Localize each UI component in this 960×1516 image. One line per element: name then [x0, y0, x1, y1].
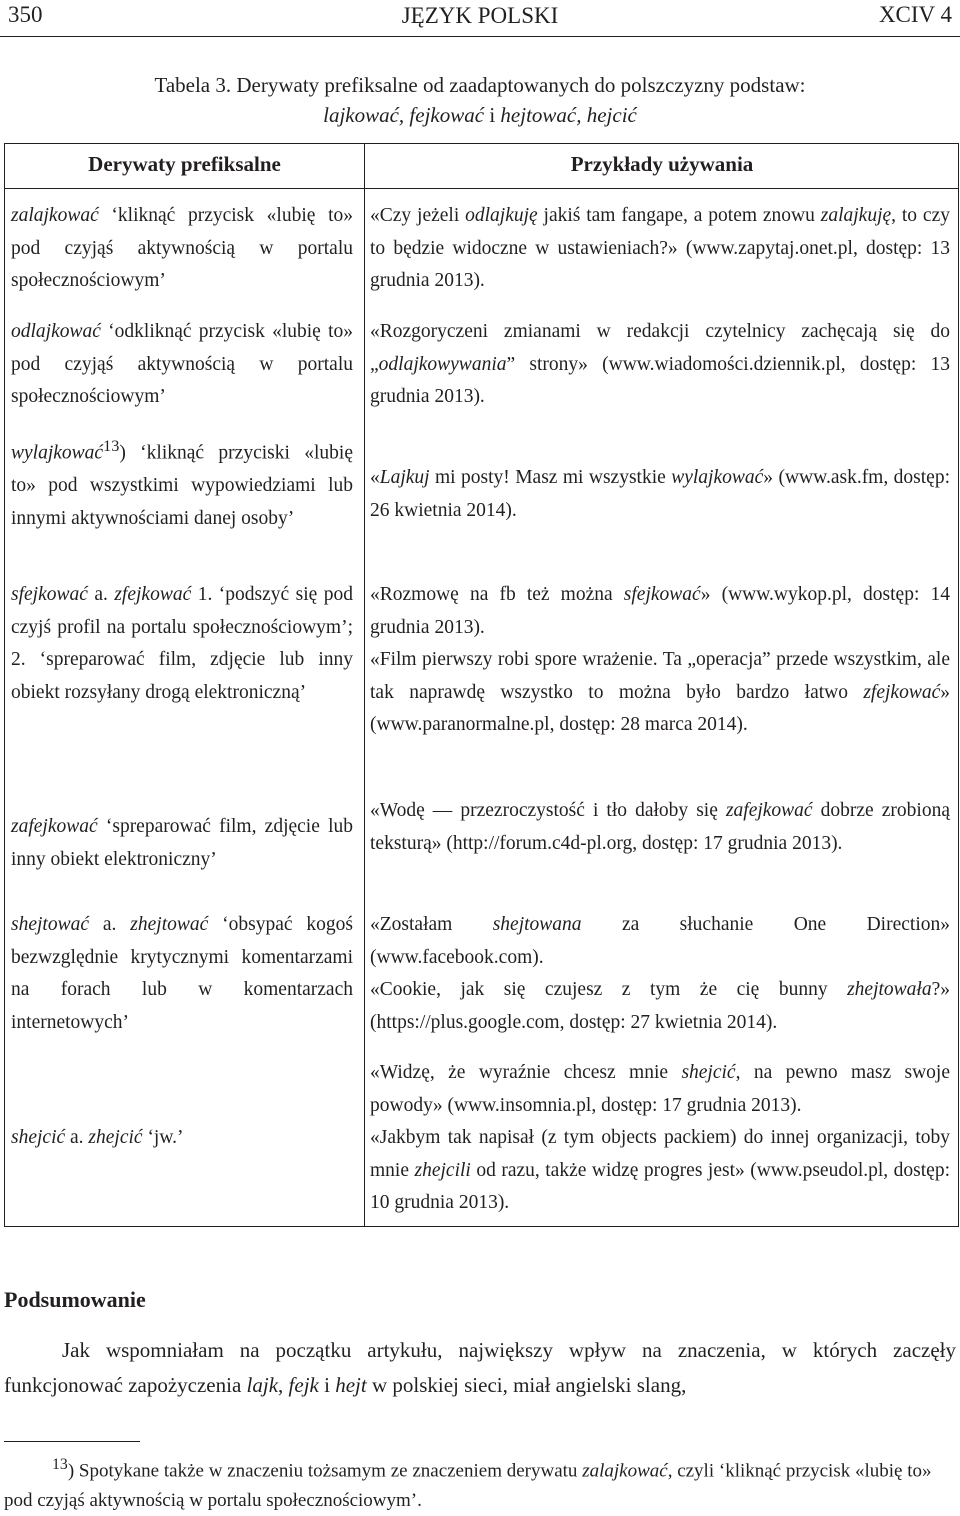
- table-cell-derivative: odlajkować ‘odkliknąć przycisk «lubię to» pod czyjąś aktywnością w portalu społecznościowym’: [11, 321, 353, 407]
- section-heading: Podsumowanie: [4, 1287, 146, 1312]
- table-cell-example: «Widzę, że wyraźnie chcesz mnie shejcić, na pewno masz swoje powody» (www.insomnia.pl, dostęp: 17 grudnia 2013). «Jakbym tak napisał (z tym objects packiem) do innej organizacji, toby mnie zhejcili od razu, także widzę progres jest» (www.pseudol.pl, dostęp: 10 grudnia 2013).: [370, 1062, 950, 1213]
- table-cell-example: «Rozgoryczeni zmianami w redakcji czytelnicy zachęcają się do „odlajkowywania” strony» (www.wiadomości.dziennik.pl, dostęp: 13 grudnia 2013).: [370, 321, 950, 407]
- journal-title: JĘZYK POLSKI: [401, 3, 559, 28]
- caption-italic-1: lajkować, fejkować: [323, 103, 485, 127]
- column-header-derivatives: Derywaty prefiksalne: [88, 152, 281, 176]
- derivatives-table: [4, 143, 959, 1227]
- running-header: [0, 0, 960, 37]
- table-cell-example: «Czy jeżeli odlajkuję jakiś tam fangape, a potem znowu zalajkuję, to czy to będzie widoczne w ustawieniach?» (www.zapytaj.onet.pl, dostęp: 13 grudnia 2013).: [370, 205, 950, 291]
- footnote: [4, 1450, 956, 1516]
- table-cell-derivative: zafejkować ‘spreparować film, zdjęcie lub inny obiekt elektroniczny’: [11, 816, 353, 870]
- caption-conj: i: [484, 103, 501, 127]
- volume-issue: XCIV 4: [878, 2, 952, 27]
- table-cell-derivative: sfejkować a. zfejkować 1. ‘podszyć się pod czyjś profil na portalu społecznościowym’; 2. ‘spreparować film, zdjęcie lub inny obiekt rozsyłany drogą elektroniczną’: [11, 584, 353, 703]
- table-cell-example: «Zostałam shejtowana za słuchanie One Direction» (www.facebook.com). «Cookie, jak się czujesz z tym że cię bunny zhejtowała?» (https://plus.google.com, dostęp: 27 kwietnia 2014).: [370, 914, 950, 1033]
- footnote-text: ) Spotykane także w znaczeniu tożsamym ze znaczeniem derywatu zalajkować, czyli ‘kliknąć przycisk «lubię to» pod czyjąś aktywnością w portalu społecznościowym’.: [4, 1460, 932, 1512]
- table-cell-example: «Lajkuj mi posty! Masz mi wszystkie wylajkować» (www.ask.fm, dostęp: 26 kwietnia 2014).: [370, 467, 950, 521]
- table-header-rule: [5, 188, 958, 189]
- table-cell-derivative: shejtować a. zhejtować ‘obsypać kogoś bezwzględnie krytycznymi komentarzami na forach lub w komentarzach internetowych’: [11, 914, 354, 1033]
- table-cell-example: «Rozmowę na fb też można sfejkować» (www.wykop.pl, dostęp: 14 grudnia 2013). «Film pierwszy robi spore wrażenie. Ta „operacja” przede wszystkim, ale tak naprawdę wszystko to można było bardzo łatwo zfejkować» (www.paranormalne.pl, dostęp: 28 marca 2014).: [370, 584, 951, 735]
- table-column-divider: [364, 144, 365, 1226]
- caption-italic-2: hejtować, hejcić: [500, 103, 637, 127]
- table-cell-derivative: zalajkować ‘kliknąć przycisk «lubię to» pod czyjąś aktywnością w portalu społecznościowym’: [11, 205, 353, 291]
- table-cell-derivative: wylajkować$^{13}$) ‘kliknąć przyciski «lubię to» pod wszystkimi wypowiedziami lub innymi aktywnościami danej osoby’: [11, 437, 353, 529]
- table-cell-derivative: shejcić a. zhejcić ‘jw.’: [11, 1127, 184, 1148]
- paragraph-text: Jak wspomniałam na początku artykułu, największy wpływ na znaczenia, w których zaczęły funkcjonować zapożyczenia lajk, fejk i hejt w polskiej sieci, miał angielski slang,: [4, 1338, 956, 1397]
- page-number: 350: [8, 2, 43, 27]
- body-paragraph: [4, 1333, 956, 1403]
- footnote-number: 13: [52, 1456, 68, 1473]
- table-caption: [0, 70, 960, 130]
- footnote-rule: [4, 1441, 140, 1442]
- column-header-examples: Przykłady używania: [570, 152, 754, 176]
- caption-line-1: Tabela 3. Derywaty prefiksalne od zaadaptowanych do polszczyzny podstaw:: [154, 73, 806, 97]
- caption-line-2: [0, 100, 960, 130]
- table-cell-example: «Wodę — przezroczystość i tło dałoby się zafejkować dobrze zrobioną teksturą» (http://forum.c4d-pl.org, dostęp: 17 grudnia 2013).: [370, 800, 950, 854]
